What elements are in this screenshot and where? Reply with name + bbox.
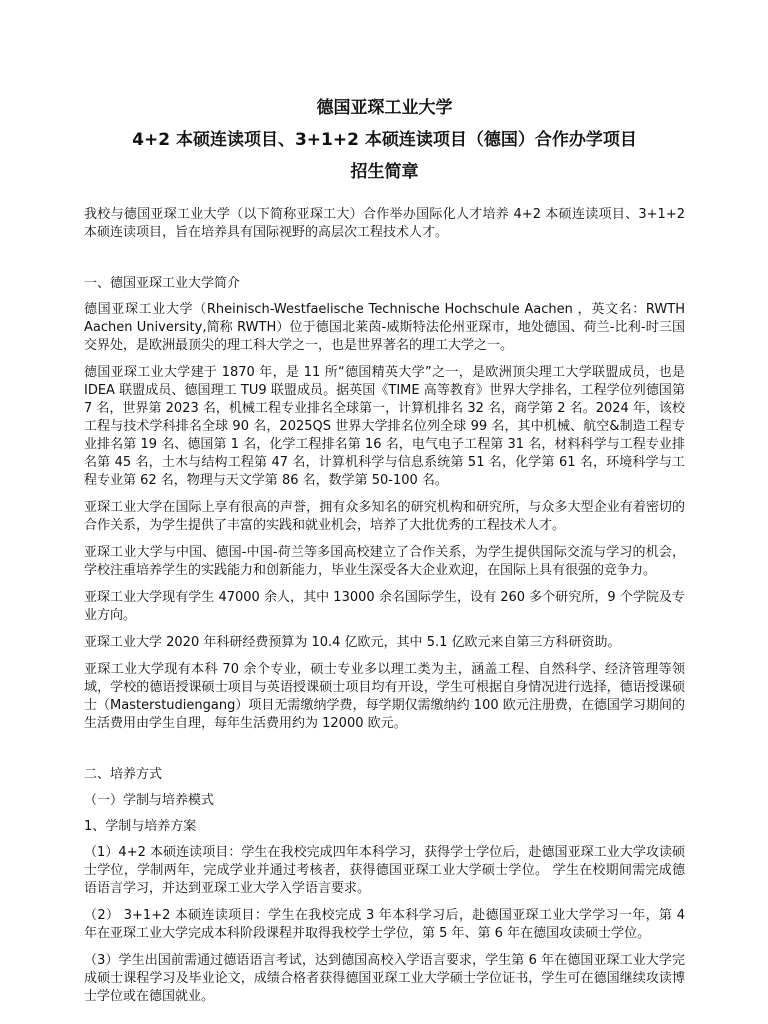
university-paragraph-5: 亚琛工业大学现有学生 47000 余人，其中 13000 余名国际学生，设有 260 多个研究所，9 个学院及专业方向。 [84, 590, 685, 623]
spacer [84, 742, 685, 766]
training-paragraph-2: （2） 3+1+2 本硕连读项目：学生在我校完成 3 年本科学习后，赴德国亚琛工业大学学习一年，第 4 年在亚琛工业大学完成本科阶段课程并取得我校学士学位，第 5 年、第 6 年在德国攻读硕士学位。 [84, 908, 685, 941]
section-heading-training: 二、培养方式 [84, 767, 163, 782]
university-paragraph-6: 亚琛工业大学 2020 年科研经费预算为 10.4 亿欧元，其中 5.1 亿欧元来自第三方科研资助。 [84, 635, 621, 650]
title-line-2: 4+2 本硕连读项目、3+1+2 本硕连读项目（德国）合作办学项目 [132, 130, 637, 150]
subsection-item-heading: 1、学制与培养方案 [84, 819, 197, 834]
document-title [84, 92, 685, 188]
document-page [84, 92, 685, 1015]
university-paragraph-7: 亚琛工业大学现有本科 70 余个专业，硕士专业多以理工类为主，涵盖工程、自然科学、经济管理等领域，学校的德语授课硕士项目与英语授课硕士项目均有开设，学生可根据自身情况进行选择，德语授课硕士（Masterstudiengang）项目无需缴纳学费，每学期仅需缴纳约 100 欧元注册费，在德国学习期间的生活费用由学生自理，每年生活费用约为 12000 欧元。 [84, 662, 685, 731]
university-paragraph-4: 亚琛工业大学与中国、德国-中国-荷兰等多国高校建立了合作关系，为学生提供国际交流与学习的机会，学校注重培养学生的实践能力和创新能力，毕业生深受各大企业欢迎，在国际上具有很强的竞争力。 [84, 545, 685, 578]
title-line-1: 德国亚琛工业大学 [316, 98, 453, 118]
university-paragraph-3: 亚琛工业大学在国际上享有很高的声誉，拥有众多知名的研究机构和研究所，与众多大型企业有着密切的合作关系，为学生提供了丰富的实践和就业机会，培养了大批优秀的工程技术人才。 [84, 500, 685, 533]
university-paragraph-2: 德国亚琛工业大学建于 1870 年，是 11 所“德国精英大学”之一，是欧洲顶尖理工大学联盟成员，也是 IDEA 联盟成员、德国理工 TU9 联盟成员。据英国《TIME 高等教育》世界大学排名，工程学位列德国第 7 名，世界第 2023 名，机械工程专业排名全球第一，计算机排名 32 名，商学第 2 名。2024 年，该校工程与技术学科排名全球 90 名，2025QS 世界大学排名位列全球 99 名，其中机械、航空&制造工程专业排名第 19 名、德国第 1 名，化学工程排名第 16 名，电气电子工程第 31 名，材料科学与工程专业排名第 45 名，土木与结构工程第 47 名，计算机科学与信息系统第 51 名，化学第 61 名，环境科学与工程专业第 62 名，物理与天文学第 86 名，数学第 50-100 名。 [84, 365, 685, 488]
title-line-3: 招生简章 [350, 162, 419, 182]
training-paragraph-1: （1）4+2 本硕连读项目：学生在我校完成四年本科学习，获得学士学位后，赴德国亚琛工业大学攻读硕士学位，学制两年，完成学业并通过考核者，获得德国亚琛工业大学硕士学位。 学生在校期间需完成德语语言学习，并达到亚琛工业大学入学语言要求。 [84, 845, 685, 896]
intro-paragraph: 我校与德国亚琛工业大学（以下简称亚琛工大）合作举办国际化人才培养 4+2 本硕连读项目、3+1+2 本硕连读项目，旨在培养具有国际视野的高层次工程技术人才。 [84, 207, 685, 240]
section-heading-university-intro: 一、德国亚琛工业大学简介 [84, 276, 241, 291]
training-paragraph-3: （3）学生出国前需通过德语语言考试，达到德国高校入学语言要求，学生第 6 年在德国亚琛工业大学完成硕士课程学习及毕业论文，成绩合格者获得德国亚琛工业大学硕士学位证书，学生可在德国继续攻读博士学位或在德国就业。 [84, 953, 685, 1004]
subsection-heading-program: （一）学制与培养模式 [84, 793, 215, 808]
spacer [84, 251, 685, 275]
university-paragraph-1: 德国亚琛工业大学（Rheinisch-Westfaelische Technische Hochschule Aachen ，英文名：RWTH Aachen University,简称 RWTH）位于德国北莱茵-威斯特法伦州亚琛市，地处德国、荷兰-比利-时三国交界处，是欧洲最顶尖的理工科大学之一，也是世界著名的理工大学之一。 [84, 302, 685, 353]
